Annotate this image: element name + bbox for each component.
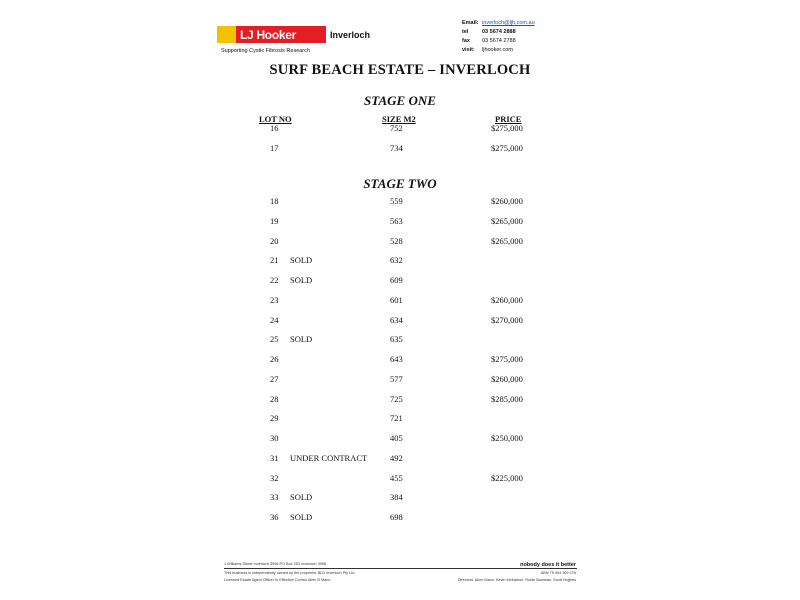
lot-row bbox=[0, 512, 800, 524]
footer-divider bbox=[224, 568, 577, 569]
stage-one-heading: STAGE ONE bbox=[364, 93, 436, 108]
lot-number: 30 bbox=[270, 433, 279, 443]
contact-value: 03 5674 2788 bbox=[482, 38, 516, 44]
lot-number: 20 bbox=[270, 235, 279, 246]
document-title: SURF BEACH ESTATE – INVERLOCH bbox=[269, 62, 531, 78]
lot-row bbox=[0, 334, 800, 346]
lot-number: 28 bbox=[270, 393, 279, 404]
lot-row bbox=[0, 453, 800, 465]
lot-size: 734 bbox=[390, 143, 403, 153]
lot-number: 33 bbox=[270, 492, 279, 503]
lot-size: 725 bbox=[390, 393, 403, 404]
lot-price: $260,000 bbox=[491, 373, 523, 384]
lot-price: $250,000 bbox=[491, 433, 523, 443]
lot-size: 559 bbox=[390, 196, 403, 206]
lot-number: 36 bbox=[270, 512, 279, 522]
lot-row bbox=[0, 123, 800, 135]
lot-price: $260,000 bbox=[491, 196, 523, 206]
lot-price: $265,000 bbox=[491, 235, 523, 246]
contact-label: tel bbox=[462, 29, 469, 35]
lot-size: 563 bbox=[390, 215, 403, 226]
company-logo bbox=[217, 26, 370, 54]
lot-status: SOLD bbox=[290, 275, 313, 285]
lot-size: 609 bbox=[390, 275, 403, 285]
lot-number: 19 bbox=[270, 215, 279, 226]
logo-office: Inverloch bbox=[330, 29, 371, 40]
logo-tagline: Supporting Cystic Fibrosis Research bbox=[221, 48, 310, 54]
footer-directors: Directors: Allen Mann, Kevin McMahon, Rubie Bowman, Scott Hughes bbox=[457, 578, 576, 582]
logo-brand: LJ Hooker bbox=[236, 26, 326, 43]
lot-number: 17 bbox=[270, 143, 279, 153]
contact-row bbox=[462, 46, 535, 55]
lot-status: SOLD bbox=[290, 334, 313, 345]
lot-number: 27 bbox=[270, 373, 279, 384]
lot-size: 632 bbox=[390, 255, 403, 266]
lot-number: 26 bbox=[270, 354, 279, 364]
lot-size: 643 bbox=[390, 354, 403, 364]
lot-status: SOLD bbox=[290, 512, 313, 522]
lot-number: 23 bbox=[270, 294, 279, 305]
contact-value: ljhooker.com bbox=[482, 47, 513, 53]
lot-price: $275,000 bbox=[491, 354, 523, 364]
lot-number: 25 bbox=[270, 334, 279, 345]
footer-licence: Licensed Estate Agent Officer In Effective Control Allen B Mann bbox=[224, 578, 331, 582]
contact-row bbox=[462, 19, 535, 28]
contact-block bbox=[462, 19, 535, 55]
contact-email-link[interactable]: inverloch@ljh.com.au bbox=[482, 20, 535, 26]
lot-number: 16 bbox=[270, 123, 279, 133]
lot-number: 24 bbox=[270, 314, 279, 325]
lot-number: 22 bbox=[270, 275, 279, 285]
lot-size: 721 bbox=[390, 413, 403, 424]
lot-size: 698 bbox=[390, 512, 403, 522]
column-header-size: SIZE M2 bbox=[382, 114, 416, 124]
lot-status: UNDER CONTRACT bbox=[290, 452, 368, 463]
lot-price: $225,000 bbox=[491, 472, 523, 483]
lot-size: 405 bbox=[390, 433, 403, 443]
lot-number: 32 bbox=[270, 472, 279, 483]
footer-abn: ABN 75 494 302 076 bbox=[540, 571, 576, 575]
lot-status: SOLD bbox=[290, 492, 313, 503]
lot-price: $270,000 bbox=[491, 314, 523, 325]
footer-address: 1 Williams Street Inverloch 3996 PO Box 253 Inverloch 3996 bbox=[224, 562, 326, 566]
lot-size: 752 bbox=[390, 123, 403, 133]
lot-size: 492 bbox=[390, 452, 403, 463]
lot-row bbox=[0, 216, 800, 228]
lot-row bbox=[0, 275, 800, 287]
lot-row bbox=[0, 492, 800, 504]
lot-row bbox=[0, 354, 800, 366]
lot-price: $265,000 bbox=[491, 215, 523, 226]
column-header-price: PRICE bbox=[495, 114, 522, 124]
lot-size: 634 bbox=[390, 314, 403, 325]
lot-size: 384 bbox=[390, 492, 403, 503]
contact-label: fax bbox=[462, 38, 470, 44]
lot-row bbox=[0, 473, 800, 485]
contact-value: 03 5674 2888 bbox=[482, 29, 516, 35]
lot-row bbox=[0, 374, 800, 386]
lot-row bbox=[0, 143, 800, 155]
lot-size: 577 bbox=[390, 373, 403, 384]
lot-price: $275,000 bbox=[491, 143, 523, 153]
lot-number: 29 bbox=[270, 413, 279, 424]
lot-number: 21 bbox=[270, 255, 279, 266]
logo-yellow-bar bbox=[217, 26, 236, 43]
contact-row bbox=[462, 28, 535, 37]
lot-price: $260,000 bbox=[491, 294, 523, 305]
lot-row bbox=[0, 236, 800, 248]
contact-label: Email: bbox=[462, 20, 479, 26]
lot-number: 18 bbox=[270, 196, 279, 206]
footer-ownership: This business is independently owned by the proprietor BLD Inverloch Pty Ltd bbox=[224, 571, 355, 575]
lot-size: 528 bbox=[390, 235, 403, 246]
lot-size: 635 bbox=[390, 334, 403, 345]
stage-two-heading: STAGE TWO bbox=[363, 176, 437, 191]
lot-row bbox=[0, 315, 800, 327]
column-header-lot: LOT NO bbox=[259, 114, 292, 124]
lot-row bbox=[0, 433, 800, 445]
lot-row bbox=[0, 295, 800, 307]
lot-number: 31 bbox=[270, 452, 279, 463]
lot-size: 601 bbox=[390, 294, 403, 305]
lot-price: $275,000 bbox=[491, 123, 523, 133]
lot-row bbox=[0, 413, 800, 425]
contact-label: visit: bbox=[462, 47, 475, 53]
lot-row bbox=[0, 196, 800, 208]
lot-row bbox=[0, 255, 800, 267]
lot-price: $285,000 bbox=[491, 393, 523, 404]
lot-status: SOLD bbox=[290, 255, 313, 266]
contact-row bbox=[462, 37, 535, 46]
footer-slogan: nobody does it better bbox=[520, 562, 576, 568]
lot-row bbox=[0, 394, 800, 406]
lot-size: 455 bbox=[390, 472, 403, 483]
